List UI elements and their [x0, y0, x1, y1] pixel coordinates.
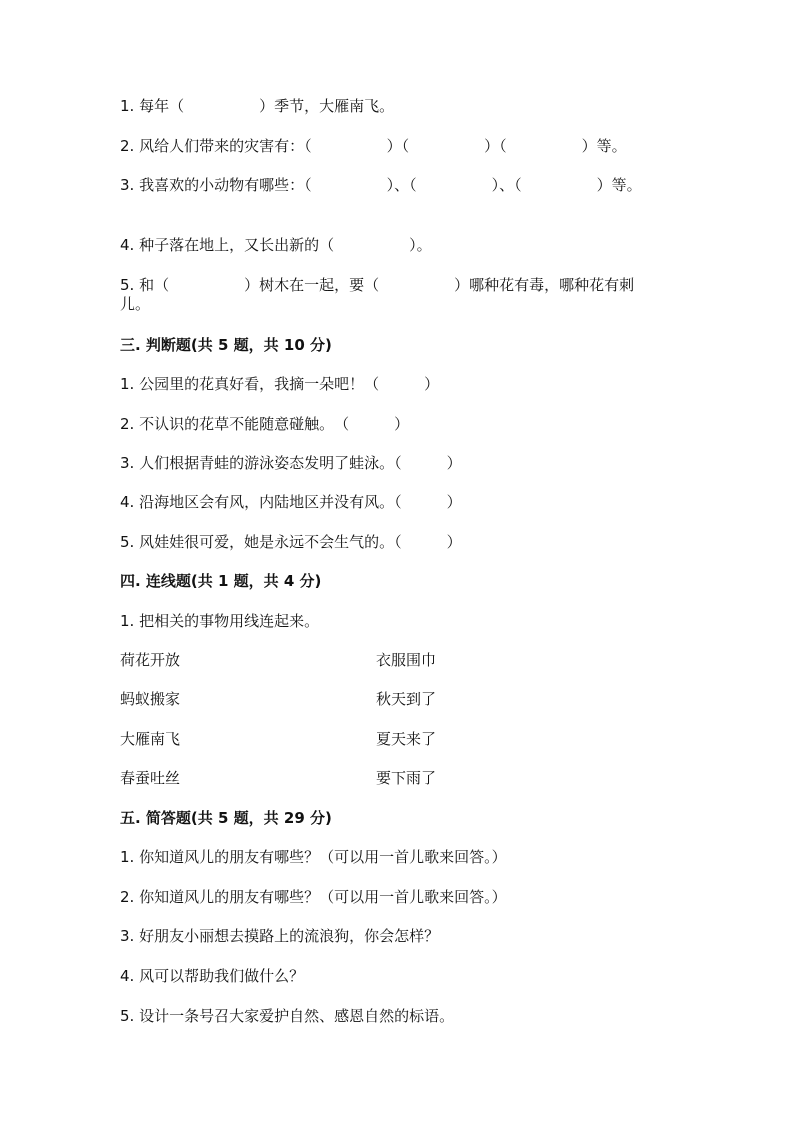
short-answer-item-1: 1. 你知道风儿的朋友有哪些？（可以用一首儿歌来回答。） — [120, 848, 507, 866]
judgment-item-1: 1. 公园里的花真好看，我摘一朵吧！（ ） — [120, 375, 440, 393]
fill-blank-item-4: 4. 种子落在地上，又长出新的（ ）。 — [120, 236, 432, 254]
matching-right-item-1: 衣服围巾 — [376, 651, 437, 669]
fill-blank-item-1: 1. 每年（ ）季节，大雁南飞。 — [120, 97, 395, 115]
fill-blank-item-5: 5. 和（ ）树木在一起，要（ ）哪种花有毒，哪种花有刺儿。 — [120, 276, 635, 313]
fill-blank-item-2: 2. 风给人们带来的灾害有：（ ）（ ）（ ）等。 — [120, 137, 627, 155]
matching-left-item-2: 蚂蚁搬家 — [120, 690, 181, 708]
judgment-item-2: 2. 不认识的花草不能随意碰触。 （ ） — [120, 415, 410, 433]
matching-left-item-4: 春蚕吐丝 — [120, 769, 181, 787]
matching-left-item-1: 荷花开放 — [120, 651, 181, 669]
short-answer-item-4: 4. 风可以帮助我们做什么？ — [120, 967, 305, 985]
short-answer-item-2: 2. 你知道风儿的朋友有哪些？（可以用一首儿歌来回答。） — [120, 888, 507, 906]
matching-right-item-2: 秋天到了 — [376, 690, 437, 708]
judgment-item-3: 3. 人们根据青蛙的游泳姿态发明了蛙泳。（ ） — [120, 454, 462, 472]
matching-left-item-3: 大雁南飞 — [120, 730, 181, 748]
matching-right-item-4: 要下雨了 — [376, 769, 437, 787]
matching-heading: 四. 连线题(共 1 题，共 4 分) — [120, 572, 322, 590]
judgment-item-4: 4. 沿海地区会有风，内陆地区并没有风。（ ） — [120, 493, 462, 511]
judgment-heading: 三. 判断题(共 5 题，共 10 分) — [120, 336, 332, 354]
fill-blank-item-3: 3. 我喜欢的小动物有哪些：（ ）、（ ）、（ ）等。 — [120, 176, 642, 194]
short-answer-heading: 五. 简答题(共 5 题，共 29 分) — [120, 809, 332, 827]
short-answer-item-3: 3. 好朋友小丽想去摸路上的流浪狗，你会怎样？ — [120, 927, 440, 945]
matching-question: 1. 把相关的事物用线连起来。 — [120, 612, 320, 630]
matching-right-item-3: 夏天来了 — [376, 730, 437, 748]
judgment-item-5: 5. 风娃娃很可爱，她是永远不会生气的。（ ） — [120, 533, 462, 551]
short-answer-item-5: 5. 设计一条号召大家爱护自然、感恩自然的标语。 — [120, 1007, 455, 1025]
